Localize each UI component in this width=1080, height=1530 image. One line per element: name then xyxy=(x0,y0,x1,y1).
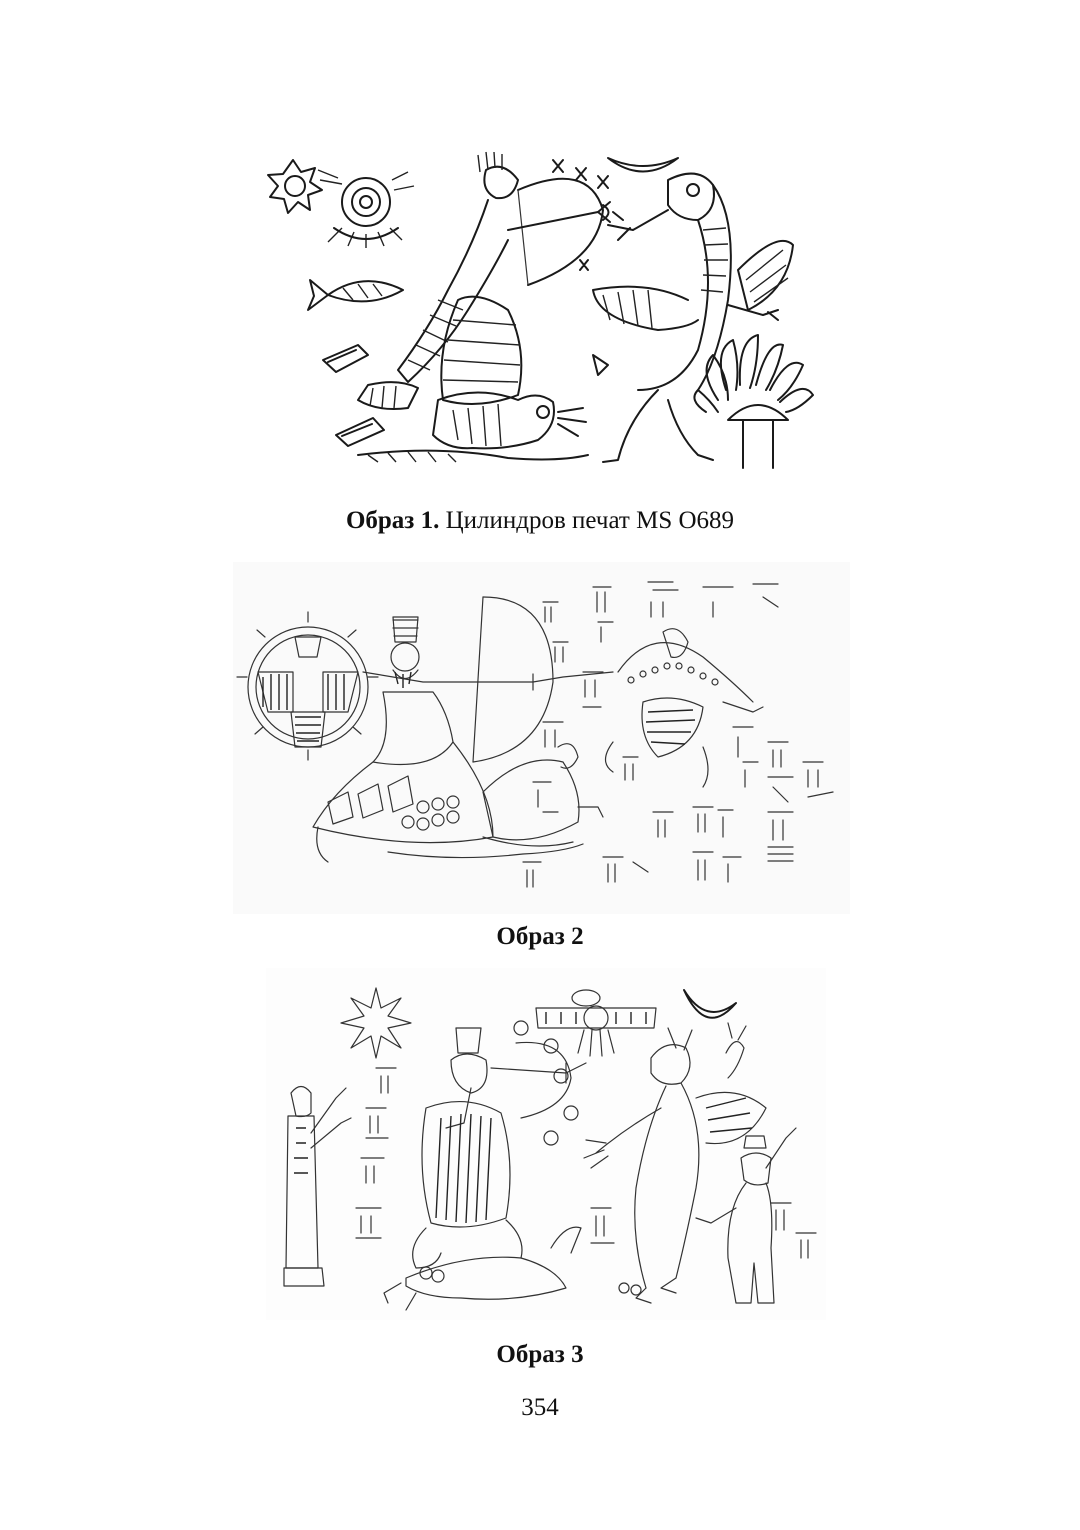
figure-3-illustration xyxy=(266,968,826,1320)
orb-dots xyxy=(514,1021,578,1145)
fish-icon xyxy=(308,280,403,310)
figure-3-relief-drawing xyxy=(266,968,826,1320)
figure-1-cylinder-seal-drawing xyxy=(258,150,818,475)
winged-demon-figure xyxy=(584,1023,766,1303)
bull-creature-figure xyxy=(384,1227,581,1310)
sun-star-icon xyxy=(268,160,322,213)
winged-disc-icon xyxy=(536,990,656,1056)
figure-1-caption-label: Образ 1. xyxy=(345,507,440,534)
figure-2-illustration xyxy=(233,562,850,914)
figure-2-caption xyxy=(0,922,1080,952)
cuneiform-inscription xyxy=(523,582,833,887)
crescent-moon-icon xyxy=(608,158,678,172)
sun-disc-deity-figure xyxy=(237,612,378,760)
archer-deity-figure xyxy=(413,1028,586,1282)
lion-creature-figure xyxy=(358,393,588,463)
figure-1-caption xyxy=(0,506,1080,536)
rhombus-shape xyxy=(323,345,368,372)
figure-1-illustration xyxy=(258,150,818,475)
winged-griffin-figure xyxy=(593,174,793,462)
standing-god-figure xyxy=(696,1128,796,1303)
winged-disc-icon xyxy=(318,170,414,248)
crescent-moon-icon xyxy=(684,990,736,1018)
figure-2-caption-label: Образ 2 xyxy=(496,923,584,950)
figure-2-relief-drawing xyxy=(233,562,850,914)
archer-king-figure xyxy=(313,597,613,862)
palm-tree-icon xyxy=(694,335,813,468)
rhombus-shape xyxy=(336,418,384,446)
star-icon xyxy=(341,988,411,1058)
archer-deity-figure xyxy=(358,152,610,409)
worshipper-figure xyxy=(284,1087,351,1287)
winged-beast-figure xyxy=(606,629,764,787)
page-number: 354 xyxy=(521,1394,559,1421)
figure-3-caption xyxy=(0,1340,1080,1370)
figure-1-caption-text: Цилиндров печат MS O689 xyxy=(439,507,735,534)
figure-3-caption-label: Образ 3 xyxy=(496,1341,584,1368)
